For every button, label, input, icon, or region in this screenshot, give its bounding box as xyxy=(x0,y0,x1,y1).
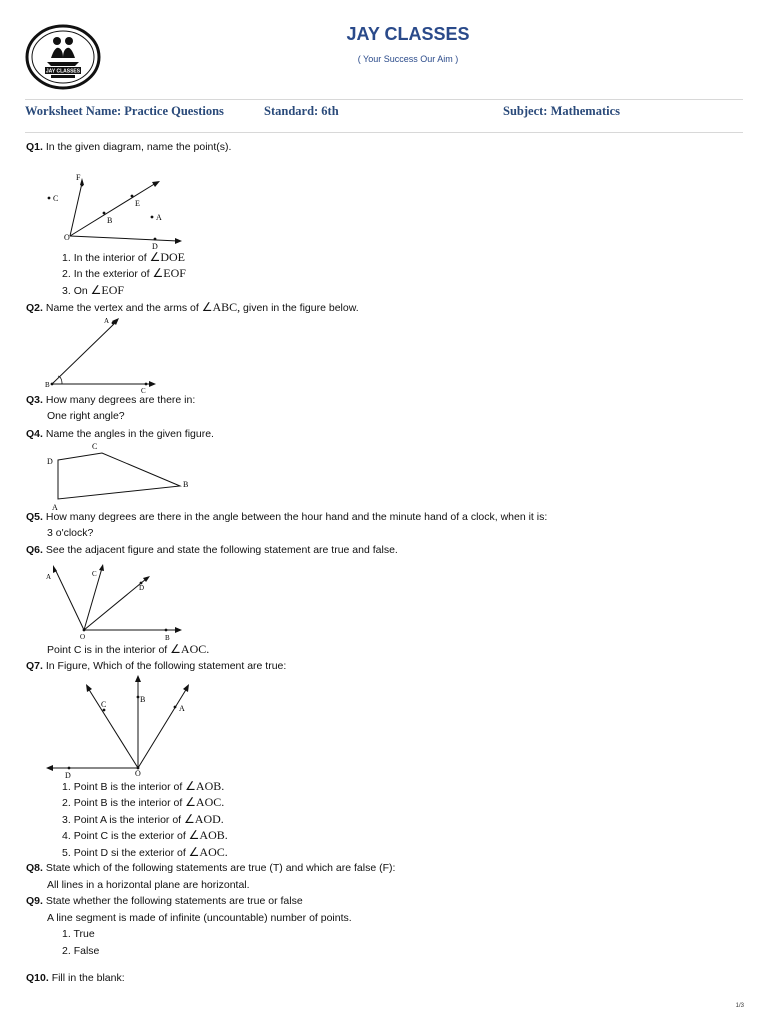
option-number: 2. xyxy=(62,268,71,280)
q2-figure xyxy=(44,314,164,396)
option-text: True xyxy=(73,928,95,940)
subject-label: Subject: Mathematics xyxy=(503,104,620,118)
option-text: Point A is the interior of xyxy=(73,814,182,826)
question-2 xyxy=(26,301,359,315)
point-label: D xyxy=(152,242,158,251)
point-label: B xyxy=(165,634,170,642)
question-text: Name the vertex and the arms of xyxy=(45,302,199,314)
q6-figure xyxy=(44,560,189,642)
question-number: Q9. xyxy=(26,895,43,907)
question-number: Q5. xyxy=(26,511,43,523)
option-number: 2. xyxy=(62,797,71,809)
point-label: C xyxy=(92,570,97,578)
option-number: 4. xyxy=(62,830,71,842)
angle-symbol: ∠AOD. xyxy=(184,812,224,826)
question-text: Fill in the blank: xyxy=(51,972,125,984)
point-label: E xyxy=(135,199,140,208)
q7-option xyxy=(62,796,224,810)
question-number: Q8. xyxy=(26,862,43,874)
q7-option xyxy=(62,846,228,860)
option-text: On xyxy=(73,285,88,297)
question-number: Q10. xyxy=(26,972,49,984)
point-label: A xyxy=(46,573,52,581)
site-tagline: ( Your Success Our Aim ) xyxy=(357,54,459,64)
question-number: Q3. xyxy=(26,394,43,406)
question-9-sub: A line segment is made of infinite (uncountable) number of points. xyxy=(47,912,352,924)
q9-option xyxy=(62,945,99,958)
option-text: Point B is the interior of xyxy=(73,797,183,809)
question-number: Q4. xyxy=(26,428,43,440)
point-label: F xyxy=(76,173,81,182)
worksheet-name: Worksheet Name: Practice Questions xyxy=(25,104,224,118)
question-5-sub: 3 o'clock? xyxy=(47,527,94,539)
statement-text: Point C is in the interior of xyxy=(47,644,168,656)
angle-symbol: ∠EOF xyxy=(90,283,125,297)
standard-label: Standard: 6th xyxy=(264,104,339,118)
point-label: B xyxy=(140,695,146,704)
site-title: JAY CLASSES xyxy=(346,24,470,44)
question-text: How many degrees are there in: xyxy=(45,394,196,406)
option-text: In the exterior of xyxy=(73,268,150,280)
question-8-sub: All lines in a horizontal plane are horizontal. xyxy=(47,879,250,891)
question-text: State whether the following statements are true or false xyxy=(45,895,303,907)
logo-text: JAY CLASSES xyxy=(45,68,81,75)
point-label: C xyxy=(141,387,146,395)
point-label: O xyxy=(135,769,141,778)
point-label: D xyxy=(65,771,71,780)
point-label: O xyxy=(80,633,86,641)
q7-option xyxy=(62,780,224,794)
question-3 xyxy=(26,394,195,407)
option-text: In the interior of xyxy=(73,252,147,264)
page-number: 1/3 xyxy=(735,1003,744,1009)
angle-symbol: ∠ABC, xyxy=(201,300,241,314)
angle-symbol: ∠DOE xyxy=(149,250,185,264)
option-text: Point C is the exterior of xyxy=(73,830,186,842)
option-number: 5. xyxy=(62,847,71,859)
point-label: B xyxy=(107,216,113,225)
point-label: A xyxy=(104,317,110,325)
point-label: O xyxy=(64,233,70,242)
option-number: 1. xyxy=(62,781,71,793)
q4-figure xyxy=(44,440,199,514)
question-text: In the given diagram, name the point(s). xyxy=(45,141,232,153)
option-text: Point B is the interior of xyxy=(73,781,183,793)
point-label: A xyxy=(52,503,58,512)
point-label: C xyxy=(101,700,107,709)
question-8 xyxy=(26,862,395,875)
question-10 xyxy=(26,972,125,985)
question-6-statement xyxy=(47,643,209,657)
question-6 xyxy=(26,544,398,557)
angle-symbol: ∠AOB. xyxy=(188,828,228,842)
option-number: 1. xyxy=(62,928,71,940)
angle-symbol: ∠EOF xyxy=(152,266,186,280)
point-label: B xyxy=(45,381,50,389)
angle-symbol: ∠AOC. xyxy=(188,845,228,859)
option-number: 3. xyxy=(62,814,71,826)
question-3-sub: One right angle? xyxy=(47,410,125,422)
question-number: Q6. xyxy=(26,544,43,556)
q7-option xyxy=(62,829,228,843)
point-label: B xyxy=(183,480,189,489)
question-9 xyxy=(26,895,303,908)
q1-option xyxy=(62,284,124,298)
question-5 xyxy=(26,511,547,524)
q9-option xyxy=(62,928,95,941)
option-number: 1. xyxy=(62,252,71,264)
angle-symbol: ∠AOC. xyxy=(185,795,225,809)
question-number: Q2. xyxy=(26,302,43,314)
question-text: given in the figure below. xyxy=(243,302,359,314)
point-label: D xyxy=(139,584,145,592)
question-text: State which of the following statements are true (T) and which are false (F): xyxy=(45,862,396,874)
q7-figure xyxy=(44,672,199,782)
point-label: C xyxy=(53,194,59,203)
option-text: False xyxy=(73,945,100,957)
point-label: A xyxy=(156,213,162,222)
question-text: Name the angles in the given figure. xyxy=(45,428,214,440)
q1-option xyxy=(62,251,185,265)
point-label: A xyxy=(179,704,185,713)
question-1 xyxy=(26,141,231,154)
angle-symbol: ∠AOC. xyxy=(170,642,210,656)
option-number: 3. xyxy=(62,285,71,297)
question-number: Q1. xyxy=(26,141,43,153)
option-number: 2. xyxy=(62,945,71,957)
header-divider-bottom xyxy=(25,132,743,133)
question-text: See the adjacent figure and state the following statement are true and false. xyxy=(45,544,398,556)
header-divider-top xyxy=(25,99,743,100)
angle-symbol: ∠AOB. xyxy=(185,779,225,793)
q1-figure xyxy=(44,160,194,255)
q7-option xyxy=(62,813,224,827)
question-number: Q7. xyxy=(26,660,43,672)
option-text: Point D si the exterior of xyxy=(73,847,186,859)
question-text: How many degrees are there in the angle between the hour hand and the minute hand of a clock, when it is: xyxy=(45,511,548,523)
question-text: In Figure, Which of the following statement are true: xyxy=(45,660,287,672)
point-label: C xyxy=(92,442,98,451)
q1-option xyxy=(62,267,186,281)
point-label: D xyxy=(47,457,53,466)
